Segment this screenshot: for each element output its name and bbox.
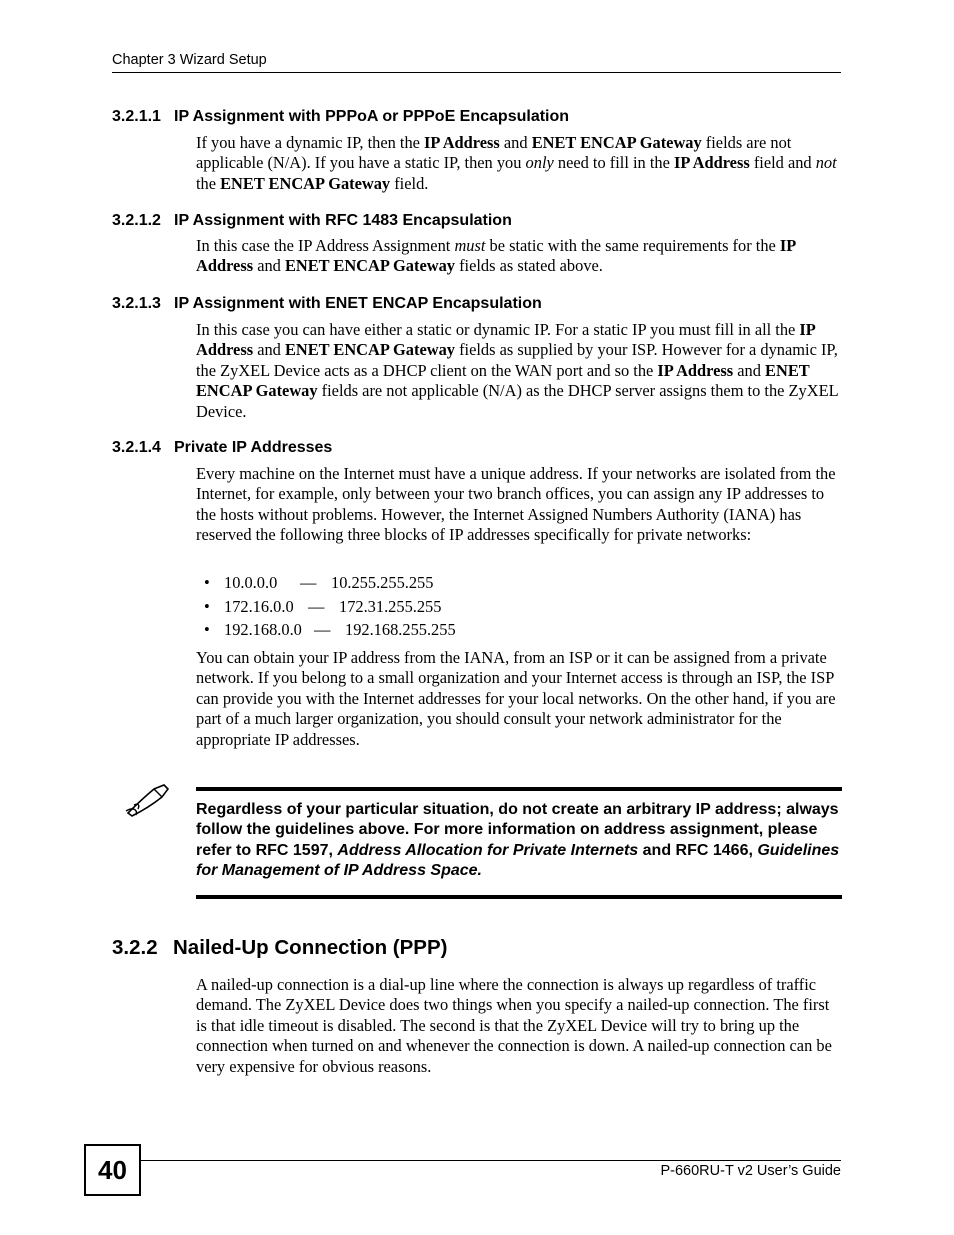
text-run: In this case the IP Address Assignment [196,236,455,255]
range-dash: — [314,620,331,639]
chapter-header: Chapter 3 Wizard Setup [112,52,267,68]
text-run: Every machine on the Internet must have a unique address. If your networks are isolated from the Internet, for example, only between your two branch offices, you can assign any IP addresses to the hosts without problems. However, the Internet Assigned Numbers Authority (IANA) has reserved the following three blocks of IP addresses specifically for private networks: [196,464,836,545]
guide-title: P-660RU-T v2 User’s Guide [660,1163,841,1179]
range-dash: — [300,573,317,592]
text-run: ENET ENCAP Gateway [196,360,810,401]
text-run: Address Allocation for Private Internets [337,841,639,859]
paragraph-nailed-up [196,975,842,1077]
text-run: and [499,133,532,152]
note-top-rule [196,787,842,791]
text-run: IP Address [196,236,796,276]
text-run: Guidelines for Management of IP Address Space. [196,841,840,879]
heading-3-2-1-2 [112,212,512,230]
text-run: need to fill in the [553,153,674,173]
text-run: If you have a dynamic IP, then the [196,133,425,152]
paragraph-pppoa [196,133,842,194]
footer-divider [139,1160,841,1161]
text-run: Regardless of your particular situation, do not create an arbitrary IP address; always follow the guidelines above. For more information on address assignment, please refer to RFC 1597, [196,801,839,859]
text-run: and [253,340,285,360]
text-run: ENET ENCAP Gateway [284,256,455,276]
text-run: and RFC 1466, [638,841,758,859]
heading-3-2-1-4 [112,439,332,457]
paragraph-private-ip-outro [196,648,842,750]
page-number: 40 [84,1144,141,1196]
text-run: be static with the same requirements for the [485,236,780,255]
range-start: 192.168.0.0 [224,620,302,639]
text-run: IP Address [196,320,815,360]
text-run: fields are not applicable (N/A) as the DHCP server assigns them to the ZyXEL Device. [196,381,838,421]
text-run: and [253,256,285,276]
text-run: IP Address [673,153,750,173]
paragraph-private-ip-intro [196,464,842,546]
text-run: A nailed-up connection is a dial-up line where the connection is always up regardless of traffic demand. The ZyXEL Device does two things when you specify a nailed-up connection. The first is that idle timeout is disabled. The second is that the ZyXEL Device will try to bring up the connection when turned on and whenever the connection is down. A nailed-up connection can be very expensive for obvious reasons. [196,975,832,1076]
range-end: 192.168.255.255 [345,620,456,639]
text-run: fields as supplied by your ISP. However for a dynamic IP, the ZyXEL Device acts as a DHCP client on the WAN port and so the [196,340,838,380]
ip-range-list [204,571,456,642]
section-number: 3.2.1.3 [112,295,161,312]
text-run: the [196,173,221,193]
list-item [204,571,456,595]
text-run: field. [390,173,429,193]
text-run: ENET ENCAP Gateway [531,133,702,152]
text-run: field and [749,153,816,173]
range-end: 10.255.255.255 [331,573,434,592]
section-number: 3.2.1.4 [112,439,161,456]
text-run: fields as stated above. [454,256,603,276]
header-divider [112,72,841,73]
text-run: not [815,153,837,173]
section-title: IP Assignment with RFC 1483 Encapsulation [174,212,512,229]
text-run: must [454,236,486,255]
text-run: fields are not applicable (N/A). If you have a static IP, then you [196,133,792,173]
heading-3-2-1-3 [112,295,542,313]
range-start: 10.0.0.0 [224,573,278,592]
bullet-icon: • [204,573,210,592]
section-title: IP Assignment with ENET ENCAP Encapsulation [174,295,542,312]
section-number: 3.2.1.1 [112,108,161,125]
text-run: ENET ENCAP Gateway [220,173,391,193]
section-number: 3.2.2 [112,936,158,959]
text-run: only [525,153,554,173]
note-text [196,800,842,881]
paragraph-rfc1483 [196,236,842,277]
range-end: 172.31.255.255 [339,596,442,616]
heading-3-2-2 [112,936,447,960]
paragraph-enet-encap [196,320,842,422]
bullet-icon: • [204,620,210,639]
note-bottom-rule [196,895,842,899]
heading-3-2-1-1 [112,108,569,126]
list-item [204,618,456,642]
section-title: Nailed-Up Connection (PPP) [173,936,448,959]
range-start: 172.16.0.0 [224,596,294,616]
section-number: 3.2.1.2 [112,212,161,229]
text-run: You can obtain your IP address from the IANA, from an ISP or it can be assigned from a private network. If you belong to a small organization and your Internet access is through an ISP, the ISP can provide you with the Internet addresses for your local networks. On the other hand, if you are part of a much larger organization, you should consult your network administrator for the appropriate IP addresses. [196,648,836,749]
pencil-note-icon [124,783,174,819]
text-run: IP Address [424,133,500,152]
section-title: Private IP Addresses [174,439,333,456]
text-run: ENET ENCAP Gateway [284,340,455,360]
list-item [204,595,456,619]
text-run: IP Address [657,360,734,380]
range-dash: — [308,596,325,616]
bullet-icon: • [204,596,210,616]
section-title: IP Assignment with PPPoA or PPPoE Encapsulation [174,108,570,125]
text-run: and [733,360,766,380]
text-run: In this case you can have either a static or dynamic IP. For a static IP you must fill in all the [196,320,800,339]
